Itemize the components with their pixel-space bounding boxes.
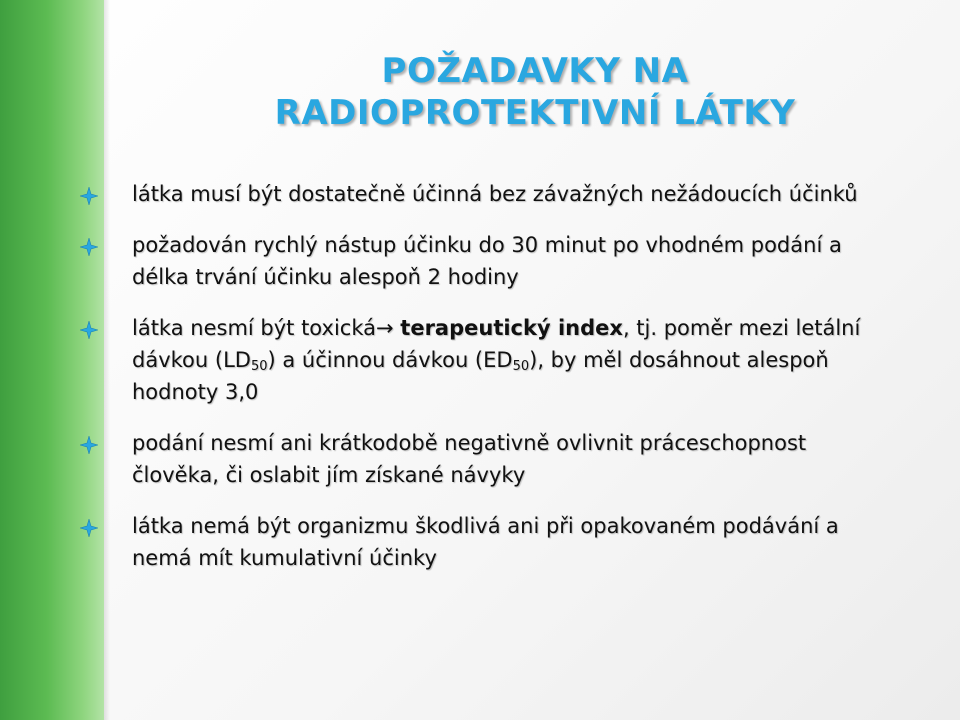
therapeutic-index-term: terapeutický index (400, 316, 623, 340)
ed-label: ED (483, 348, 513, 372)
bullet-text-2: požadován rychlý nástup účinku do 30 minut po vhodném podání a délka trvání účinku alespoň 2 hodiny (132, 233, 842, 289)
four-point-star-icon (80, 187, 98, 205)
bullet-item-4 (80, 427, 870, 491)
ld-subscript: 50 (250, 359, 268, 374)
bullet-text-1: látka musí být dostatečně účinná bez závažných nežádoucích účinků (132, 182, 858, 206)
bullet-3-part-1: látka nesmí být toxická (132, 316, 376, 340)
ed-subscript: 50 (512, 359, 530, 374)
four-point-star-icon (80, 321, 98, 339)
bullet-3-part-2: , tj. poměr mezi letální dávkou ( (132, 316, 861, 372)
bullet-3-part-3: ) a účinnou dávkou ( (267, 348, 484, 372)
bullet-text-4: podání nesmí ani krátkodobě negativně ovlivnit práceschopnost člověka, či oslabit jím získané návyky (132, 431, 807, 487)
bullet-text-5: látka nemá být organizmu škodlivá ani při opakovaném podávání a nemá mít kumulativní účinky (132, 514, 839, 570)
bullet-text-3 (132, 312, 870, 408)
slide-title-line-1: POŽADAVKY NA (381, 51, 689, 91)
bullet-3-part-4: ), by měl dosáhnout alespoň hodnoty 3,0 (132, 348, 829, 404)
arrow-glyph: → (375, 316, 394, 340)
ld-label: LD (223, 348, 251, 372)
slide-title-line-2: RADIOPROTEKTIVNÍ LÁTKY (274, 93, 796, 133)
bullet-item-3 (80, 312, 870, 408)
four-point-star-icon (80, 519, 98, 537)
bullet-item-2 (80, 229, 870, 293)
bullet-item-1 (80, 178, 870, 210)
four-point-star-icon (80, 436, 98, 454)
slide-title (110, 50, 960, 134)
four-point-star-icon (80, 238, 98, 256)
bullet-item-5 (80, 510, 870, 574)
bullet-list (80, 178, 870, 593)
